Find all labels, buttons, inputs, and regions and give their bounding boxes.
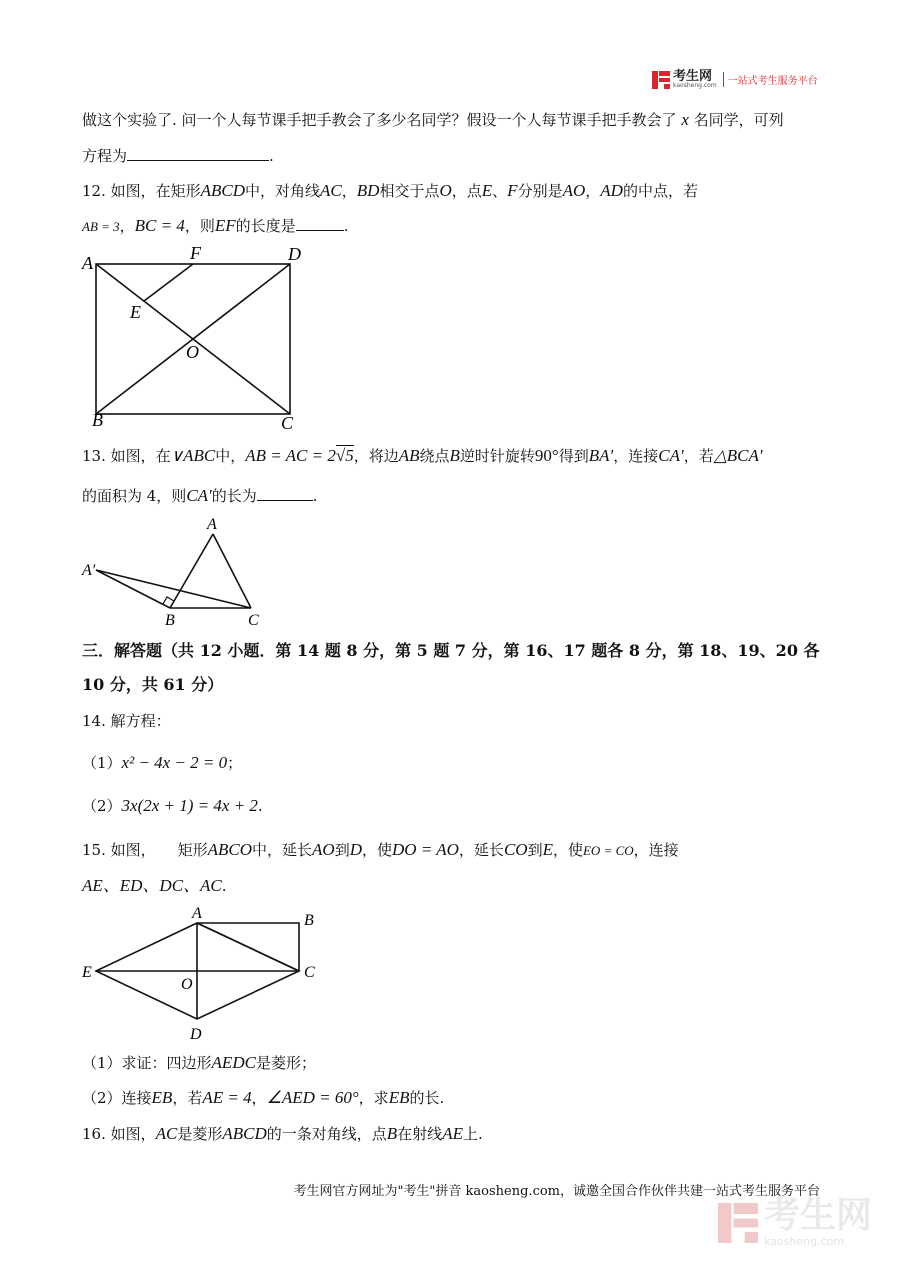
answer-blank[interactable]	[127, 146, 269, 161]
label-B: B	[92, 410, 103, 430]
footer-text: 考生网官方网址为"考生"拼音 kaosheng.com，诚邀全国合作伙伴共建一站式考生服务平台	[293, 1184, 820, 1199]
watermark	[718, 1195, 873, 1248]
label-B: B	[304, 912, 314, 929]
label-B: B	[165, 612, 175, 629]
q12-line1: 12. 如图，在矩形ABCD中，对角线AC，BD相交于点O，点E、F分别是AO，AD的中点，若	[82, 181, 698, 200]
answer-blank[interactable]	[257, 486, 313, 501]
q11-line1: 做这个实验了. 问一个人每节课手把手教会了多少名同学？假设一个人每节课手把手教会了 x 名同学，可列	[82, 110, 784, 129]
q14-part1: （1）x² − 4x − 2 = 0；	[82, 753, 243, 772]
q15-line2: AE、ED、DC、AC.	[82, 876, 227, 895]
label-A: A	[207, 516, 217, 533]
q11-line2: 方程为 .	[82, 147, 274, 165]
label-E: E	[130, 302, 141, 322]
q15-sub2: （2）连接EB，若AE = 4，∠AED = 60°，求EB的长.	[82, 1088, 445, 1107]
figure-q15	[80, 902, 325, 1047]
label-F: F	[190, 243, 201, 263]
label-C: C	[304, 964, 315, 981]
label-D: D	[288, 244, 301, 264]
q14-part2: （2）3x(2x + 1) = 4x + 2.	[82, 796, 263, 815]
logo-text: 考生网	[673, 69, 713, 84]
label-C: C	[248, 612, 259, 629]
q13-line2: 的面积为 4，则CA′的长为 .	[82, 486, 318, 505]
kaosheng-logo-icon	[652, 71, 670, 89]
logo-sub: kaosheng.com	[673, 82, 717, 89]
label-A: A	[82, 253, 93, 273]
label-C: C	[281, 413, 294, 432]
section3-title-line2: 10 分，共 61 分）	[82, 675, 224, 694]
q15-sub1: （1）求证：四边形AEDC是菱形；	[82, 1053, 316, 1072]
watermark-sub: kaosheng.com	[764, 1235, 845, 1248]
figure-q13	[80, 515, 280, 630]
q13-line1: 13. 如图，在∨ABC中，AB = AC = 2√5，将边AB绕点B逆时针旋转90°得到BA′，连接CA′，若△BCA′	[82, 446, 763, 465]
q14-title: 14. 解方程：	[82, 712, 171, 730]
q16-line1: 16. 如图，AC是菱形ABCD的一条对角线，点B在射线AE上.	[82, 1124, 483, 1143]
label-D: D	[190, 1026, 202, 1043]
label-A: A	[192, 905, 202, 922]
answer-blank[interactable]	[296, 216, 344, 231]
figure-q12	[80, 242, 310, 432]
section3-title-line1: 三．解答题（共 12 小题．第 14 题 8 分，第 5 题 7 分，第 16、17 题各 8 分，第 18、19、20 各	[82, 641, 820, 660]
watermark-text: 考生网	[764, 1195, 873, 1236]
label-O: O	[186, 342, 199, 362]
header-logo	[652, 70, 818, 89]
q12-line2: AB = 3，BC = 4，则EF的长度是 .	[82, 216, 349, 235]
q15-line1: 15. 如图， 矩形ABCO中，延长AO到D，使DO = AO，延长CO到E，使EO = CO，连接	[82, 840, 679, 859]
label-A-prime: A′	[82, 562, 96, 579]
watermark-logo-icon	[718, 1201, 758, 1245]
label-E: E	[82, 964, 92, 981]
label-O: O	[181, 976, 193, 993]
header-slogan: 一站式考生服务平台	[723, 72, 818, 87]
